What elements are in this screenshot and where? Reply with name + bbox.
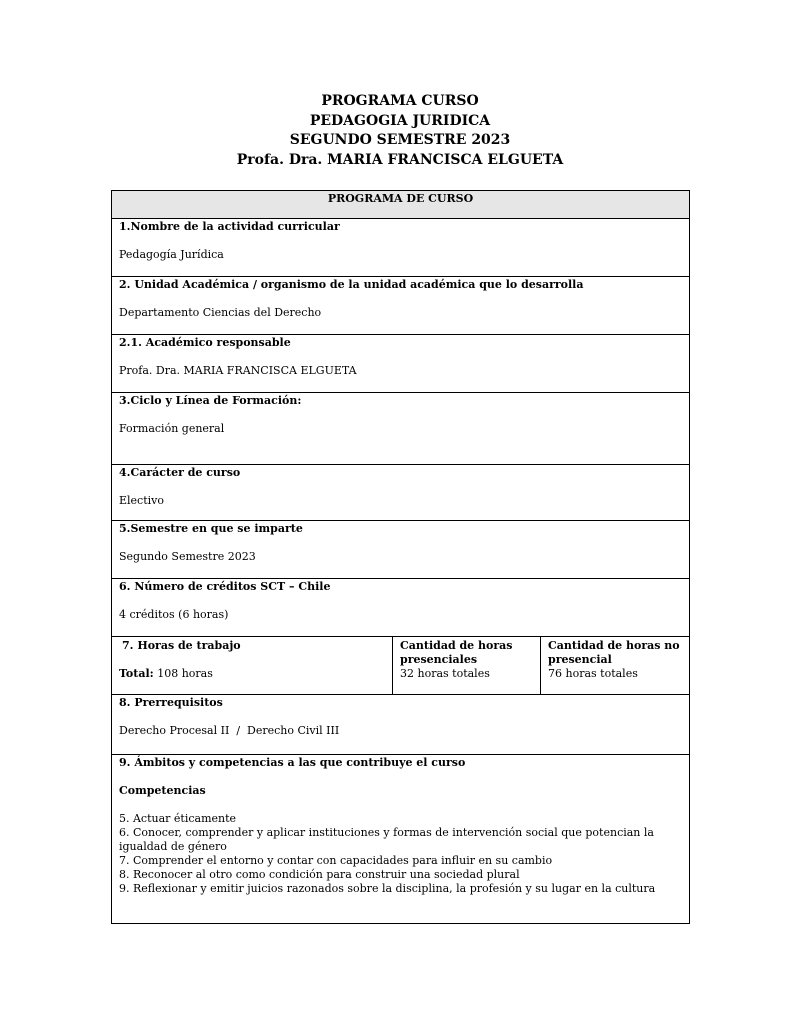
header-line-1: PROGRAMA CURSO: [321, 93, 479, 109]
section-5-value: Segundo Semestre 2023: [119, 550, 256, 563]
section-1-label: 1.Nombre de la actividad curricular: [119, 220, 340, 233]
section-2-1-value: Profa. Dra. MARIA FRANCISCA ELGUETA: [119, 364, 357, 377]
section-1-value: Pedagogía Jurídica: [119, 248, 224, 261]
competencia-item: 9. Reflexionar y emitir juicios razonados sobre la disciplina, la profesión y su lugar en la cultura: [119, 882, 656, 895]
section-7-total-value: 108 horas: [157, 667, 213, 680]
section-7-total-label: Total:: [119, 667, 154, 680]
header-line-4: Profa. Dra. MARIA FRANCISCA ELGUETA: [236, 151, 564, 168]
section-3-label: 3.Ciclo y Línea de Formación:: [119, 394, 302, 407]
section-1: [112, 219, 690, 277]
section-4-value: Electivo: [119, 494, 164, 507]
section-7-presencial-value: 32 horas totales: [400, 667, 490, 680]
section-7-nopresencial-label: Cantidad de horas no presencial: [548, 639, 680, 666]
competencias-heading: Competencias: [119, 784, 206, 797]
program-table: [111, 190, 690, 924]
section-6-value: 4 créditos (6 horas): [119, 608, 229, 621]
section-2-1: [112, 335, 690, 393]
section-5-label: 5.Semestre en que se imparte: [119, 522, 303, 535]
section-5: [112, 521, 690, 579]
section-3: [112, 393, 690, 465]
section-8-label: 8. Prerrequisitos: [119, 696, 223, 709]
section-9: [112, 755, 690, 924]
section-9-label: 9. Ámbitos y competencias a las que contribuye el curso: [119, 756, 466, 769]
header-line-2: PEDAGOGIA JURIDICA: [309, 112, 491, 129]
competencia-item: 6. Conocer, comprender y aplicar instituciones y formas de intervención social que potencian la igualdad de género: [119, 826, 654, 853]
header-line-3: SEGUNDO SEMESTRE 2023: [289, 132, 511, 148]
section-6-label: 6. Número de créditos SCT – Chile: [119, 580, 331, 593]
section-2: [112, 277, 690, 335]
competencia-item: 7. Comprender el entorno y contar con capacidades para influir en su cambio: [119, 854, 553, 867]
section-6: [112, 579, 690, 637]
section-3-value: Formación general: [119, 422, 225, 435]
section-7-nopresencial-value: 76 horas totales: [548, 667, 638, 680]
competencias-list: [119, 812, 682, 896]
section-7-total-cell: [112, 637, 393, 695]
competencia-item: 8. Reconocer al otro como condición para construir una sociedad plural: [119, 868, 520, 881]
competencia-item: 5. Actuar éticamente: [119, 812, 237, 825]
section-7-label: 7. Horas de trabajo: [122, 639, 241, 652]
section-8: [112, 695, 690, 755]
section-2-value: Departamento Ciencias del Derecho: [119, 306, 322, 319]
section-2-label: 2. Unidad Académica / organismo de la unidad académica que lo desarrolla: [119, 278, 584, 291]
section-8-value: Derecho Procesal II / Derecho Civil III: [119, 724, 340, 737]
section-4: [112, 465, 690, 521]
section-7-presencial-cell: [393, 637, 541, 695]
section-7-presencial-label: Cantidad de horas presenciales: [400, 639, 513, 666]
section-2-1-label: 2.1. Académico responsable: [119, 336, 291, 349]
section-7-nopresencial-cell: [541, 637, 690, 695]
document-header: [0, 92, 800, 170]
table-title: PROGRAMA DE CURSO: [112, 191, 690, 219]
section-4-label: 4.Carácter de curso: [119, 466, 241, 479]
